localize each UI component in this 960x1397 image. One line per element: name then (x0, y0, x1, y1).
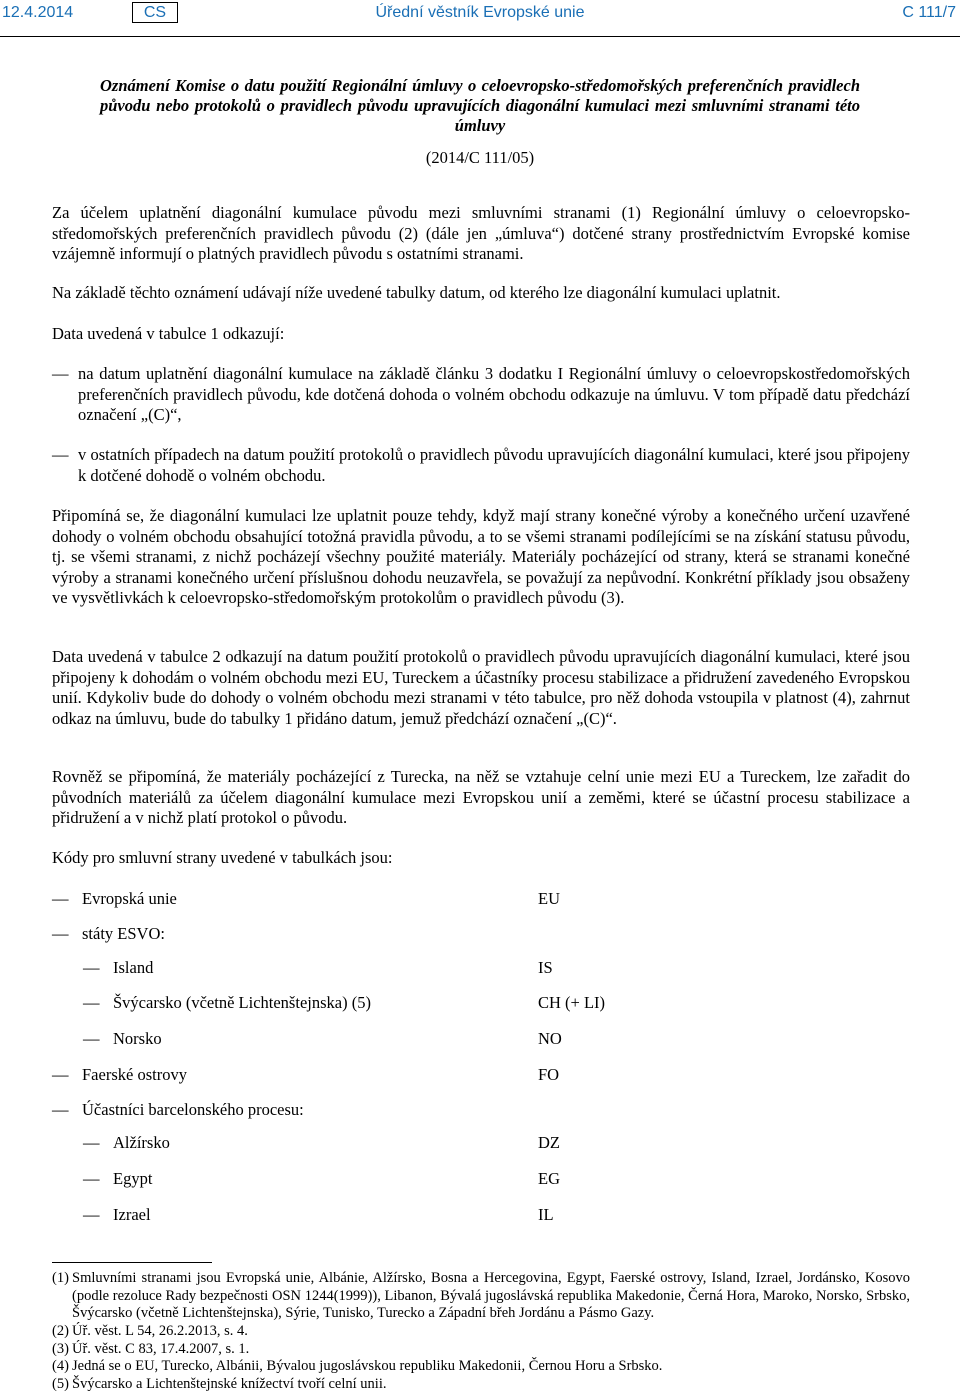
party-code: DZ (538, 1133, 560, 1152)
party-name: Švýcarsko (včetně Lichtenštejnska) (5) (113, 993, 371, 1012)
journal-name: Úřední věstník Evropské unie (375, 4, 585, 21)
footnote-number: (1) (52, 1270, 69, 1286)
party-name: státy ESVO: (82, 924, 165, 943)
party-name: Egypt (113, 1169, 153, 1188)
footnote-number: (2) (52, 1323, 69, 1339)
header-divider (0, 36, 960, 37)
party-code: EU (538, 889, 560, 908)
party-name: Island (113, 958, 154, 977)
party-code: CH (+ LI) (538, 993, 606, 1012)
list-item-text: v ostatních případech na datum použití protokolů o pravidlech původu upravujících diagonální kumulaci, které jsou připojeny k dotčené dohodě o volném obchodu. (78, 445, 910, 485)
footnote-number: (4) (52, 1358, 69, 1374)
list-dash: — (83, 1205, 100, 1224)
party-name: Alžírsko (113, 1133, 170, 1152)
language-code: CS (132, 2, 178, 23)
publication-date: 12.4.2014 (2, 4, 74, 21)
list-dash: — (52, 445, 69, 464)
footnote-text: Jedná se o EU, Turecko, Albánii, Bývalou jugoslávskou republiku Makedonii, Černou Horu a Srbsko. (72, 1358, 663, 1374)
list-dash: — (83, 993, 100, 1012)
paragraph-intro: Za účelem uplatnění diagonální kumulace původu mezi smluvními stranami (1) Regionální úmluvy o celoevropsko-středomořských preferenčních pravidlech původu (2) (dále jen „úmluva“) dotčené strany prostřednictvím Evropské komise vzájemně informují o platných pravidlech původu s ostatními stranami. (52, 203, 910, 263)
page-number: C 111/7 (902, 4, 956, 21)
party-name: Faerské ostrovy (82, 1065, 187, 1084)
list-dash: — (52, 364, 69, 383)
party-code: IS (538, 958, 553, 977)
footnote-text: Úř. věst. L 54, 26.2.2013, s. 4. (72, 1323, 248, 1339)
paragraph-table1-lead: Data uvedená v tabulce 1 odkazují: (52, 324, 285, 343)
paragraph-codes-lead: Kódy pro smluvní strany uvedené v tabulkách jsou: (52, 848, 393, 867)
page-header (0, 0, 960, 38)
list-dash: — (52, 924, 69, 943)
list-dash: — (52, 889, 69, 908)
list-dash: — (83, 1029, 100, 1048)
party-code: IL (538, 1205, 554, 1224)
footnote-number: (3) (52, 1341, 69, 1357)
footnote-text: Úř. věst. C 83, 17.4.2007, s. 1. (72, 1341, 250, 1357)
footnote-text: Švýcarsko a Lichtenštejnské knížectví tvoří celní unii. (72, 1376, 387, 1392)
list-dash: — (83, 1133, 100, 1152)
list-dash: — (83, 1169, 100, 1188)
paragraph-turkey: Rovněž se připomíná, že materiály pocházející z Turecka, na něž se vztahuje celní unie mezi EU a Tureckem, lze zařadit do původních materiálů za účelem diagonální kumulace mezi Evropskou unií a zeměmi, které se účastní procesu stabilizace a přidružení a v nichž platí protokol o původu. (52, 767, 910, 827)
party-code: NO (538, 1029, 562, 1048)
list-dash: — (52, 1100, 69, 1119)
party-name: Izrael (113, 1205, 151, 1224)
notice-title: Oznámení Komise o datu použití Regionální úmluvy o celoevropsko-středomořských preferenčních pravidlech původu nebo protokolů o pravidlech původu upravujících diagonální kumulaci mezi smluvními stranami této úmluvy (100, 76, 860, 135)
list-item-text: na datum uplatnění diagonální kumulace na základě článku 3 dodatku I Regionální úmluvy o celoevropskostředomořských preferenčních pravidlech původu, kde dotčená dohoda o volném obchodu odkazuje na úmluvu. V tom případě datu předchází označení „(C)“, (78, 364, 910, 424)
party-code: FO (538, 1065, 560, 1084)
list-dash: — (83, 958, 100, 977)
party-name: Účastníci barcelonského procesu: (82, 1100, 304, 1119)
footnote-number: (5) (52, 1376, 69, 1392)
document-reference: (2014/C 111/05) (425, 148, 535, 167)
paragraph-tables: Na základě těchto oznámení udávají níže uvedené tabulky datum, od kterého lze diagonální kumulaci uplatnit. (52, 283, 781, 302)
paragraph-table2: Data uvedená v tabulce 2 odkazují na datum použití protokolů o pravidlech původu upravujících diagonální kumulaci, které jsou připojeny k dohodám o volném obchodu mezi EU, Tureckem a účastníky procesu stabilizace a přidružení zavedeného Evropskou unií. Kdykoliv bude do dohody o volném obchodu mezi stranami v této tabulce, pro něž dohoda vstoupila v platnost (4), zahrnut odkaz na úmluvu, bude do tabulky 1 přidáno datum, jemuž předchází označení „(C)“. (52, 647, 910, 728)
party-name: Evropská unie (82, 889, 177, 908)
footnote-divider (52, 1262, 212, 1263)
party-name: Norsko (113, 1029, 162, 1048)
paragraph-cumulation: Připomíná se, že diagonální kumulaci lze uplatnit pouze tehdy, když mají strany konečné výroby a konečného určení uzavřené dohody o volném obchodu obsahující totožná pravidla původu, a to se všemi stranami podílejícími se na získání statusu původu, tj. se všemi stranami, z nichž pocházejí všechny použité materiály. Materiály pocházející od strany, která se stranami konečné výroby a stranami konečného určení příslušnou dohodu neuzavřela, se považují za nepůvodní. Konkrétní příklady jsou obsaženy ve vysvětlivkách k celoevropsko-středomořským protokolům o pravidlech původu (3). (52, 506, 910, 607)
list-dash: — (52, 1065, 69, 1084)
party-code: EG (538, 1169, 560, 1188)
footnote-text: Smluvními stranami jsou Evropská unie, Albánie, Alžírsko, Bosna a Hercegovina, Egypt, Faerské ostrovy, Island, Izrael, Jordánsko, Kosovo (podle rezoluce Rady bezpečnosti OSN 1244(1999)), Libanon, Bývalá jugoslávská republika Makedonie, Černá Hora, Maroko, Norsko, Srbsko, Švýcarsko (včetně Lichtenštejnska), Sýrie, Tunisko, Turecko a Západní břeh Jordánu a Pásmo Gazy. (72, 1270, 910, 1321)
